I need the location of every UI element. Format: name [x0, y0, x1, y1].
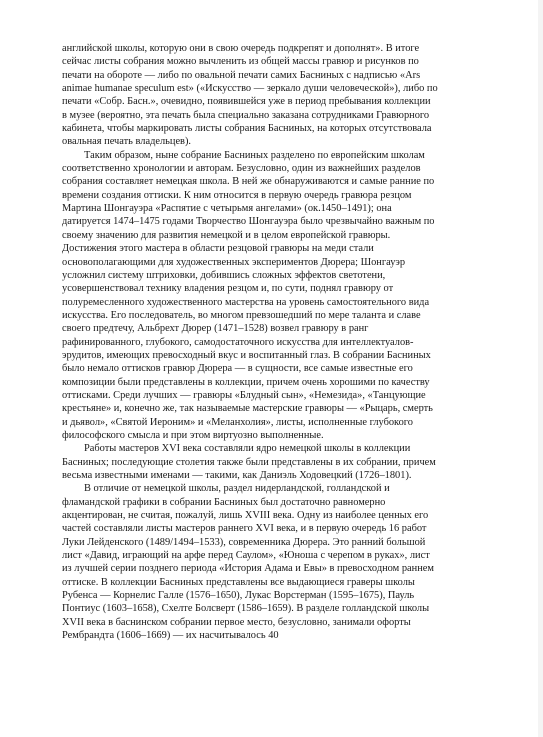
paragraph-3: Работы мастеров XVI века составляли ядро немецкой школы в коллекции Басниных; последующие столетия также были представлены в их собрании, причем весьма известными именами — такими, как Даниэль Ходовецкий (1726–1801).	[62, 443, 436, 481]
paragraph-2: Таким образом, ныне собрание Басниных разделено по европейским школам соответственно хронологии и авторам. Безусловно, один из важнейших разделов собрания составляет немецкая школа. В ней же обнаруживаются и самые ранние по времени создания оттиски. К ним относится в первую очередь гравюра резцом Мартина Шонгауэра «Распятие с четырьмя ангелами» (ок.1450–1491); она датируется 1474–1475 годами Творчество Шонгауэра было чрезвычайно важным по своему значению для развития немецкой и в целом европейской гравюры. Достижения этого мастера в области резцовой гравюры на меди стали основополагающими для художественных экспериментов Дюрера; Шонгауэр усложнил систему штриховки, добившись сложных эффектов светотени, усовершенствовал технику владения резцом и, по сути, поднял гравюру от полуремесленного художественного мастерства на уровень самостоятельного вида искусства. Его последователь, во многом превзошедший по мере таланта и славе своего предтечу, Альбрехт Дюрер (1471–1528) возвел гравюру в ранг рафинированного, глубокого, самодостаточного искусства для интеллектуалов-эрудитов, имеющих превосходный вкус и воспитанный глаз. В собрании Басниных было немало оттисков гравюр Дюрера — в сущности, все самые известные его композиции были представлены в коллекции, причем очень хорошими по качеству оттисками. Среди лучших — гравюры «Блудный сын», «Немезида», «Танцующие крестьяне» и, конечно же, так называемые мастерские гравюры — «Рыцарь, смерть и дьявол», «Святой Иероним» и «Меланхолия», листы, исполненные глубокого философского смысла и при этом виртуозно выполненные.	[62, 149, 435, 441]
paragraph-1: английской школы, которую они в свою очередь подкрепят и дополнят». В итоге сейчас листы собрания можно вычленить из общей массы гравюр и рисунков по печати на обороте — либо по овальной печати самих Басниных с надписью «Ars animae humanae speculum est» («Искусство — зеркало души человеческой»), либо по печати «Собр. Басн.», очевидно, появившейся уже в период пребывания коллекции в музее (вероятно, эта печать была специально заказана сотрудниками Гравюрного кабинета, чтобы маркировать листы собрания Басниных, на которых отсутствовала овальная печать владельцев).	[62, 43, 438, 148]
vertical-scrollbar[interactable]	[538, 0, 543, 737]
paragraph-4: В отличие от немецкой школы, раздел нидерландской, голландской и фламандской графики в собрании Басниных был достаточно равномерно акцентирован, не считая, пожалуй, лишь XVIII века. Одну из наиболее ценных его частей составляли листы мастеров раннего XVI века, и в первую очередь 16 работ Луки Лейденского (1489/1494–1533), современника Дюрера. Это ранний большой лист «Давид, играющий на арфе перед Саулом», «Юноша с черепом в руках», лист из лучшей серии позднего периода «История Адама и Евы» в превосходном раннем оттиске. В коллекции Басниных представлены все выдающиеся граверы школы Рубенса — Корнелис Галле (1576–1650), Лукас Ворстерман (1595–1675), Пауль Понтиус (1603–1658), Схелте Болсверт (1586–1659). В разделе голландской школы XVII века в баснинском собрании первое место, безусловно, занимали офорты Рембрандта (1606–1669) — их насчитывалось 40	[62, 483, 434, 642]
document-body	[62, 42, 438, 642]
